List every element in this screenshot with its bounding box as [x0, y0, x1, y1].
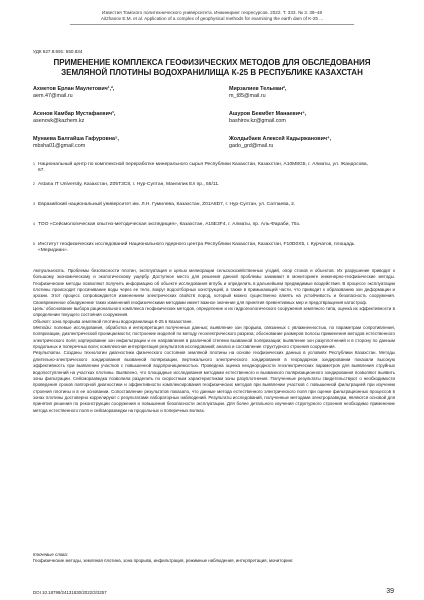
keywords-text: Геофизические методы, земляная плотина, зона прорыва, инфильтрация, режимные наблюдения, интерпретация, мониторинг.	[33, 558, 294, 563]
affiliation-number: 2	[33, 182, 35, 186]
affiliation-text: Astana IT University, Казахстан, Z05T3C8, г. Нур-Султан, Мангилик Ел пр., 55/11.	[38, 182, 220, 187]
author-name: Жолдыбаев Алексей Кадыржанович⁴,	[229, 136, 332, 142]
affiliation-number: 1	[33, 162, 35, 166]
abstract-methods	[33, 325, 395, 350]
doi[interactable]: DOI 10.18799/24131830/2022/3/3257	[33, 590, 107, 595]
author-1	[33, 86, 114, 99]
author-email[interactable]: asenovk@kazhem.kz	[33, 117, 85, 124]
abstract-relevance	[33, 268, 395, 306]
results-text: Созданы технологии диагностики физического состояния земляной плотины на основе геофизических данных в условиях Республики Казахстан. Методы длительно-электрического зондирования вызванной поляризации, вертикального электрического зондирования в георадарном зондировании показали высокую эффективность при выявлении участков с повышенной водопроницаемостью. Проведена оценка неоднородности геоэлектрических параметров для выявления струйных водопоступлений на участках плотины. Выявлено, что площадные исследования методами естественного и вызванного поляризационного зондирования позволяют выявить зоны фильтрации. Сейсморазведка позволила разделить по скоростным характеристикам зоны разуплотнения. Полученные результаты свидетельствуют о необходимости проведения сроков повторной диагностики и эффективности комплексирования геофизических методов при выявлении участков с повышенной фильтрацией при изучении строения плотины и в ее основании. Сопоставление результатов показало, что данные метода естественного электрического поля при оценке фильтрационных процессов в зонах плотины достоверно коррелируют с результатами лабораторных наблюдений. Результаты исследований, полученные методами электроразведки, являются основой для принятия решения по реконструкции сооружения и повышения безопасности эксплуатации. Для более детального изучения структурного строения необходимо применение метода естественного поля и сейсморазведки на продольных и поперечных волнах.	[33, 350, 395, 413]
results-label: Результаты.	[33, 350, 62, 356]
abstract-aim	[33, 306, 395, 319]
author-name: Мирзалиев Тельман²,	[229, 86, 287, 92]
aim-text: обоснование выбора рационального комплекса геофизических методов, определение и их гидрогеологического сооружения земляного типа, оценка их эффективности в определении текущего состояния сооружения.	[33, 306, 395, 318]
article-title: ПРИМЕНЕНИЕ КОМПЛЕКСА ГЕОФИЗИЧЕСКИХ МЕТОДОВ ДЛЯ ОБСЛЕДОВАНИЯ ЗЕМЛЯНОЙ ПЛОТИНЫ ВОДОХРАНИЛИЩА К-25 В РЕСПУБЛИКЕ КАЗАХСТАН	[53, 58, 371, 77]
author-5	[33, 136, 119, 149]
object-text: зона прорыва земляной плотины водохранилища К-25 в Казахстане.	[52, 318, 193, 324]
author-name: Ашуров Бекмбет Манаевич⁴,	[229, 111, 307, 117]
journal-header-line2: Aitzhanov E.M. et al. Application of a complex of geophysical methods for examining the earth dam of K-25 ...	[100, 16, 324, 21]
affiliation-number: 5	[33, 242, 35, 246]
author-3	[33, 111, 115, 124]
author-name: Ахметов Ерлан Маулетович¹,²,	[33, 86, 115, 92]
author-email[interactable]: bashirov.kz@gmail.com	[229, 117, 286, 124]
author-4	[229, 111, 306, 124]
author-email[interactable]: gado_grd@mail.ru	[229, 142, 274, 149]
affiliation-text: Институт геофизических исследований Национального ядерного центра Республики Казахстан, Казахстан, F10D0X5, г. Курчатов, площадь «Меридиан».	[38, 242, 355, 254]
affiliation-number: 3	[33, 202, 35, 206]
author-email[interactable]: aem.47@mail.ru	[33, 92, 73, 99]
udc-code: УДК 627.8:691: 550.834	[33, 49, 83, 54]
abstract	[33, 268, 395, 414]
object-label: Объект:	[33, 318, 51, 324]
author-email[interactable]: m_t85@mail.ru	[229, 92, 266, 99]
methods-label: Методы:	[33, 325, 52, 331]
author-email[interactable]: mbsha01@gmail.com	[33, 142, 86, 149]
page-number: 39	[386, 588, 394, 595]
footer	[33, 590, 394, 598]
abstract-results	[33, 350, 395, 413]
affiliation-text: ТОО «Сейсмологическая опытно-методическая экспедиция», Казахстан, А15E3F4, г. Алматы, пр. Аль-Фараби, 75з.	[38, 222, 301, 227]
relevance-text: Проблемы безопасности плотин, эксплуатация и целью мелиорации сельскохозяйственных угодий, опор стоков и объектов. Их разрушение приводит к большому экономическому и экологическому ущербу. Доступное место для решения данной проблемы занимают в мониторинге инженерно-геофизические методы. Геофизические методы позволяют получить информацию об объекте исследования вглубь и определить в дальнейшем предвидимые воздействия. В процессе эксплуатации плотины происходит просачивание воды через ее тело, вокруг водоотборных конструкций, а также в примыкающей части, что приводит к образованию зон деформации и эрозии. Этот процесс сопровождается изменением электрических свойств пород, который можно существенно влиять на устойчивость и безопасность сооружения. Своевременное обнаружение таких изменений геофизическими методами имеет важное значение для принятия превентивных мер и предотвращения катастроф.	[33, 268, 395, 305]
header-divider	[70, 24, 354, 25]
affiliation-number: 4	[33, 222, 35, 226]
relevance-label: Актуальность.	[33, 268, 66, 273]
author-6	[229, 136, 331, 149]
aim-label: Цель:	[33, 306, 45, 312]
journal-header	[0, 10, 424, 22]
affiliation-text: Национальный центр по комплексной переработке минерального сырья Республики Казахстан, Казахстан, А10М8G5, г. Алматы, ул. Жандосова, 67.	[38, 162, 368, 174]
methods-text: полевые исследования, обработка и интерпретация полученных данных; выявление зон прорыва, связанных с увлажненностью, по параметрам сопротивления, поляризации, диэлектрической проницаемости; построение моделей по методу геоэлектрического разреза; обоснование размеров полосы применения методов естественного электрического поля; картирование зон инфильтрации и ее направления в различной степени вызванной поляризации; выявление зон разуплотнений и в сторону по данным продольных и поперечных волн; комплексная интерпретация результатов исследований; анализ и составление структурного строения сооружения.	[33, 325, 395, 350]
author-name: Асенов Камбар Мустафаевич³,	[33, 111, 116, 117]
author-name: Мунаева Балгайша Гафуровна⁵,	[33, 136, 120, 142]
keywords-label: Ключевые слова:	[33, 552, 69, 557]
affiliation-text: Евразийский национальный университет им. Л.Н. Гумилева, Казахстан, Z01A8D7, г. Нур-Султан, ул. Сатпаева, 2.	[38, 202, 296, 207]
journal-header-line1: Известия Томского политехнического университета. Инжиниринг георесурсов. 2022. Т. 333. № 3. 39–48	[101, 10, 323, 15]
author-2	[229, 86, 286, 99]
